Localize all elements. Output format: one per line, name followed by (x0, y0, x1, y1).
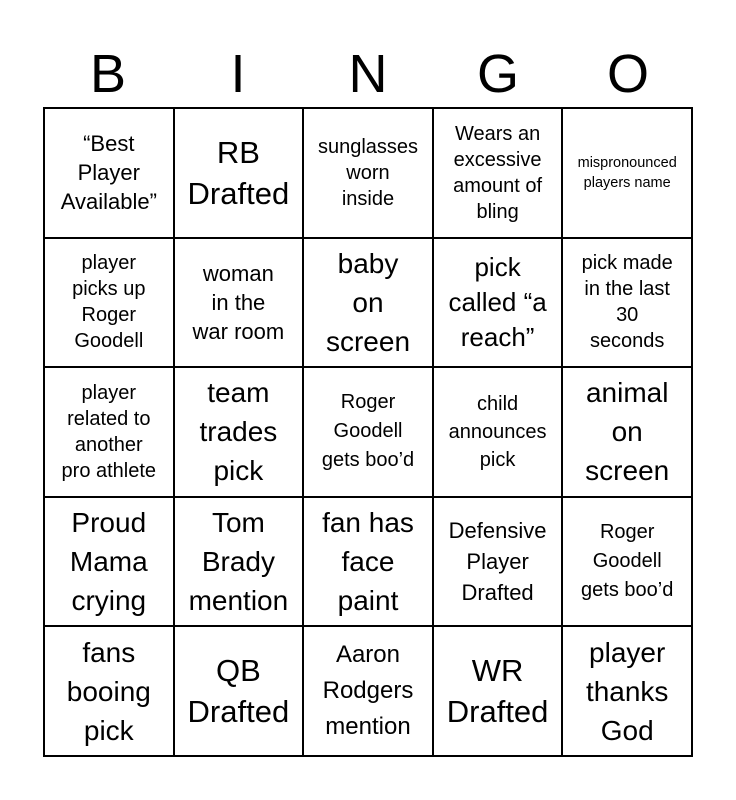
cell-text: team trades pick (199, 377, 278, 487)
cell-text: Roger Goodell gets boo’d (581, 521, 674, 602)
cell-text: mispronounced players name (577, 154, 677, 191)
bingo-cell[interactable] (434, 498, 564, 628)
bingo-cell[interactable] (45, 109, 175, 239)
cell-text: fans booing pick (66, 636, 151, 746)
cell-text: Defensive Player Drafted (448, 518, 547, 606)
bingo-cell[interactable] (563, 109, 693, 239)
bingo-cell[interactable] (563, 498, 693, 628)
bingo-cell[interactable] (175, 627, 305, 757)
cell-text: “Best Player Available” (60, 131, 157, 215)
cell-text: Tom Brady mention (188, 507, 289, 617)
cell-text: Wears an excessive amount of bling (453, 122, 543, 223)
cell-text: player thanks God (585, 636, 669, 746)
bingo-cell[interactable] (175, 498, 305, 628)
cell-text: animal on screen (585, 377, 670, 487)
cell-text: sunglasses worn inside (317, 135, 419, 210)
cell-text: player picks up Roger Goodell (72, 252, 146, 353)
cell-text: baby on screen (325, 247, 411, 357)
cell-text: WR Drafted (446, 653, 549, 730)
bingo-cell[interactable] (434, 368, 564, 498)
header-letter-i: I (230, 44, 246, 104)
bingo-cell[interactable] (434, 109, 564, 239)
bingo-cell[interactable] (304, 368, 434, 498)
bingo-cell[interactable] (304, 627, 434, 757)
bingo-cell[interactable] (563, 627, 693, 757)
header-letter-n: N (348, 44, 388, 104)
bingo-cell[interactable] (434, 239, 564, 369)
bingo-cell[interactable] (434, 627, 564, 757)
header-letter-b: B (89, 44, 127, 104)
cell-text: player related to another pro athlete (61, 381, 157, 482)
cell-text: Proud Mama crying (69, 507, 148, 617)
bingo-header (43, 40, 693, 108)
cell-text: Aaron Rodgers mention (322, 641, 414, 741)
bingo-cell[interactable] (563, 239, 693, 369)
cell-text: fan has face paint (322, 507, 414, 617)
cell-text: pick called “a reach” (448, 251, 547, 352)
header-letter-g: G (476, 44, 519, 104)
cell-text: child announces pick (448, 392, 547, 471)
bingo-cell[interactable] (45, 498, 175, 628)
bingo-cell[interactable] (45, 368, 175, 498)
cell-text: pick made in the last 30 seconds (581, 252, 673, 353)
bingo-cell[interactable] (175, 109, 305, 239)
bingo-cell[interactable] (45, 239, 175, 369)
bingo-cell[interactable] (304, 239, 434, 369)
header-letter-o: O (606, 44, 649, 104)
bingo-cell[interactable] (304, 498, 434, 628)
bingo-cell[interactable] (175, 239, 305, 369)
bingo-cell[interactable] (45, 627, 175, 757)
bingo-cell[interactable] (175, 368, 305, 498)
bingo-grid (43, 107, 693, 757)
bingo-cell[interactable] (304, 109, 434, 239)
cell-text: RB Drafted (187, 134, 290, 211)
cell-text: Roger Goodell gets boo’d (321, 391, 415, 472)
cell-text: woman in the war room (192, 260, 285, 344)
bingo-cell[interactable] (563, 368, 693, 498)
cell-text: QB Drafted (187, 653, 290, 730)
